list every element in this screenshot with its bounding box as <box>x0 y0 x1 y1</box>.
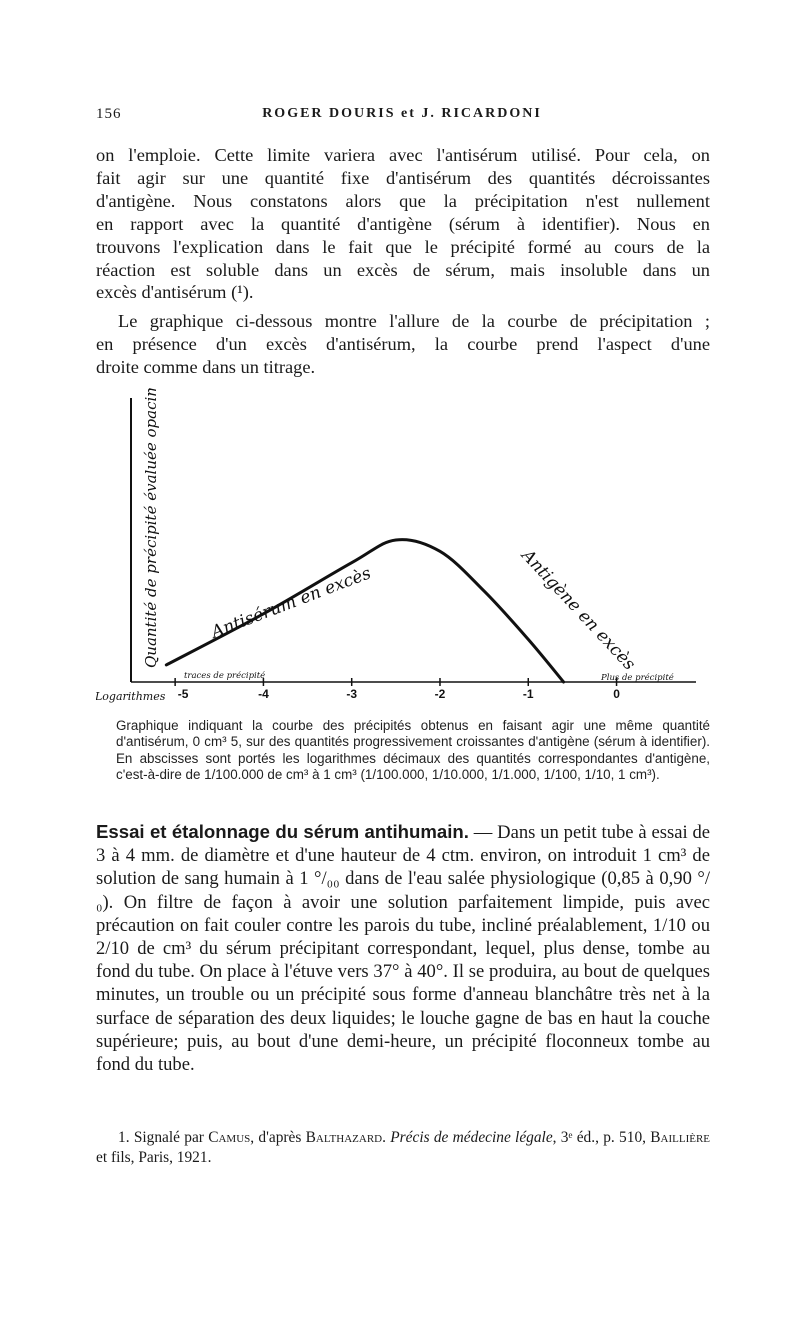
page-header <box>96 106 708 128</box>
text-line: en présence d'un excès d'antisérum, la courbe prend l'aspect d'une <box>96 333 710 354</box>
footnote-book: Précis de médecine légale <box>390 1129 553 1146</box>
footnote <box>96 1128 710 1167</box>
x-tick-label: -4 <box>258 687 269 701</box>
section-text: — Dans un petit tube à essai de 3 à 4 mm. de diamètre et d'une hauteur de 4 ctm. environ, on introduit 1 cm³ de solution de sang humain à 1 °/₀₀ dans de l'eau salée physiologique (0,85 à 0,90 °/₀). On filtre de façon à avoir une solution parfaitement limpide, puis avec précaution on fait couler contre les parois du tube, incliné préalablement, 1/10 ou 2/10 de cm³ du sérum précipitant correspondant, lequel, plus dense, tombe au fond du tube. On place à l'étuve vers 37° à 40°. Il se produira, au bout de quelques minutes, un trouble ou un précipité sous forme d'anneau blanchâtre très net à la surface de séparation des deux liquides; le louche gagne de bas en haut la couche supérieure; puis, au bout d'une demi-heure, un précipité floconneux tombe au fond du tube. <box>96 822 710 1076</box>
footnote-text: Signalé par <box>129 1129 209 1146</box>
precipitation-figure <box>96 388 710 708</box>
precipitation-curve <box>166 540 563 682</box>
x-tick-label: -2 <box>434 687 446 701</box>
footnote-text: et fils, Paris, 1921. <box>96 1148 212 1166</box>
precipitation-chart <box>96 388 710 708</box>
annotation-plus-precipite: Plus de précipité <box>601 673 674 683</box>
text-line: trouvons l'explication dans le fait que le précipité formé au cours de la <box>96 236 710 257</box>
text-line: fait agir sur une quantité fixe d'antisérum des quantités décroissantes <box>96 167 710 188</box>
annotation-traces: traces de précipité <box>184 671 266 681</box>
footnote-publisher: Baillière <box>650 1129 711 1146</box>
text-line: droite comme dans un titrage. <box>96 356 316 377</box>
x-tick-label: -3 <box>346 687 358 701</box>
text-line: excès d'antisérum (¹). <box>96 282 254 303</box>
footnote-number: 1. <box>118 1129 130 1146</box>
footnote-text: . <box>382 1129 391 1146</box>
text-line: Le graphique ci-dessous montre l'allure de la courbe de précipitation ; <box>118 311 710 331</box>
footnote-author: Balthazard <box>305 1129 383 1146</box>
annotation-antigen: Antigène en excès <box>517 545 640 675</box>
x-tick-label: -5 <box>177 687 189 701</box>
y-axis-label: Quantité de précipité évaluée opacimétriquement <box>142 388 160 668</box>
text-line: d'antigène. Nous constatons alors que la précipitation n'est nullement <box>96 190 710 211</box>
paragraph-1 <box>96 144 710 304</box>
annotation-antiserum: Antisérum en excès <box>208 563 374 643</box>
text-line: en rapport avec la quantité d'antigène (sérum à identifier). Nous en <box>96 213 710 234</box>
footnote-text: , d'après <box>250 1129 306 1146</box>
running-title: ROGER DOURIS et J. RICARDONI <box>262 106 542 121</box>
footnote-author: Camus <box>208 1129 251 1146</box>
text-line: on l'emploie. Cette limite variera avec l'antisérum utilisé. Pour cela, on <box>96 145 710 165</box>
x-tick-label: 0 <box>613 687 620 701</box>
section-title: Essai et étalonnage du sérum antihumain. <box>96 821 469 842</box>
footnote-text: , 3ᵉ éd., p. 510, <box>552 1129 651 1146</box>
x-tick-label: -1 <box>522 687 534 701</box>
x-axis-label: Logarithmes <box>96 690 166 703</box>
section-essai <box>96 820 710 1076</box>
figure-caption: Graphique indiquant la courbe des précipités obtenus en faisant agir une même quantité d'antisérum, 0 cm³ 5, sur des quantités progressivement croissantes d'antigène (sérum à identifier). En abscisses sont portés les logarithmes décimaux des quantités correspondantes d'antigène, c'est-à-dire de 1/100.000 de cm³ à 1 cm³ (1/100.000, 1/10.000, 1/1.000, 1/100, 1/10, 1 cm³). <box>116 718 710 783</box>
paragraph-2 <box>96 310 710 379</box>
page-number: 156 <box>96 106 122 122</box>
text-line: réaction est soluble dans un excès de sérum, mais insoluble dans un <box>96 259 710 280</box>
